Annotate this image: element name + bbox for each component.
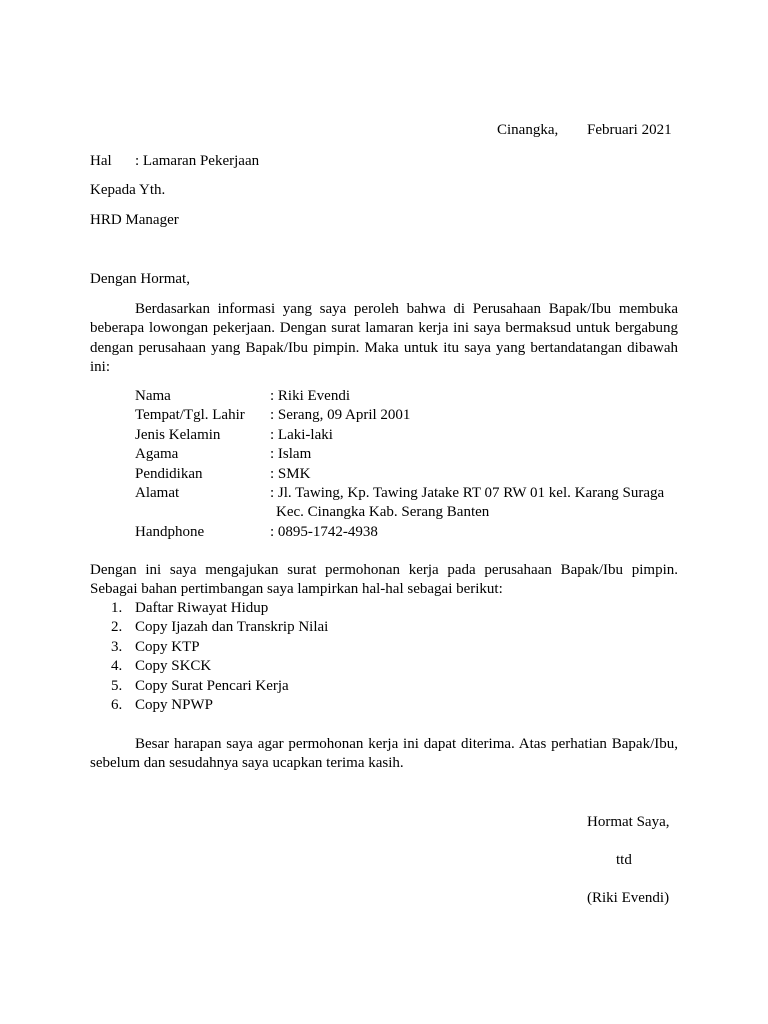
recipient-line-1: Kepada Yth. — [90, 182, 166, 198]
list-item — [111, 618, 328, 637]
list-number: 6. — [111, 697, 123, 714]
list-text: Copy Surat Pencari Kerja — [135, 677, 289, 694]
list-number: 1. — [111, 600, 123, 616]
religion-value: : Islam — [270, 446, 312, 463]
applicant-row-address — [135, 484, 678, 523]
list-text: Copy KTP — [135, 638, 200, 655]
letter-page — [90, 0, 678, 1024]
birth-label: Tempat/Tgl. Lahir — [135, 407, 245, 424]
address-label: Alamat — [135, 485, 180, 502]
list-text: Copy SKCK — [135, 658, 212, 675]
applicant-row-birth — [135, 406, 678, 425]
gender-label: Jenis Kelamin — [135, 426, 221, 443]
applicant-row-education — [135, 465, 678, 484]
closing-greeting: Hormat Saya, — [587, 814, 670, 830]
signature-mark: ttd — [616, 852, 632, 868]
recipient-line-2: HRD Manager — [90, 212, 179, 228]
education-label: Pendidikan — [135, 465, 203, 482]
applicant-row-phone — [135, 523, 678, 542]
closing-paragraph: Besar harapan saya agar permohonan kerja ini dapat diterima. Atas perhatian Bapak/Ibu, sebelum dan sesudahnya saya ucapkan terima kasih. — [90, 736, 678, 772]
salutation: Dengan Hormat, — [90, 271, 190, 287]
list-item — [111, 657, 328, 676]
address-line-1: : Jl. Tawing, Kp. Tawing Jatake RT 07 RW 01 kel. Karang Suraga — [270, 485, 665, 502]
letter-place: Cinangka, — [497, 122, 559, 138]
name-label: Nama — [135, 388, 171, 404]
attachment-intro: Dengan ini saya mengajukan surat permohonan kerja pada perusahaan Bapak/Ibu pimpin. Sebagai bahan pertimbangan saya lampirkan hal-hal sebagai berikut: — [90, 562, 678, 598]
applicant-data-table — [135, 387, 678, 542]
list-text: Daftar Riwayat Hidup — [135, 600, 269, 616]
religion-label: Agama — [135, 446, 179, 463]
list-item — [111, 638, 328, 657]
applicant-row-name — [135, 387, 678, 406]
address-value — [270, 484, 678, 523]
applicant-row-gender — [135, 426, 678, 445]
letter-date: Februari 2021 — [587, 122, 672, 138]
list-number: 4. — [111, 658, 123, 675]
list-number: 5. — [111, 677, 123, 694]
subject-value: : Lamaran Pekerjaan — [135, 153, 260, 169]
applicant-row-religion — [135, 445, 678, 464]
list-text: Copy Ijazah dan Transkrip Nilai — [135, 619, 329, 636]
list-number: 2. — [111, 619, 123, 636]
signer-name: (Riki Evendi) — [587, 890, 670, 906]
list-item — [111, 696, 328, 715]
address-line-2: Kec. Cinangka Kab. Serang Banten — [276, 504, 490, 521]
phone-label: Handphone — [135, 523, 205, 540]
list-item — [111, 599, 328, 618]
list-item — [111, 677, 328, 696]
list-number: 3. — [111, 638, 123, 655]
subject-label: Hal — [90, 153, 112, 169]
gender-value: : Laki-laki — [270, 426, 333, 443]
attachment-list — [111, 599, 328, 715]
opening-paragraph: Berdasarkan informasi yang saya peroleh bahwa di Perusahaan Bapak/Ibu membuka beberapa lowongan pekerjaan. Dengan surat lamaran kerja ini saya bermaksud untuk bergabung dengan perusahaan yang Bapak/Ibu pimpin. Maka untuk itu saya yang bertandatangan dibawah ini: — [90, 301, 678, 376]
education-value: : SMK — [270, 465, 311, 482]
list-text: Copy NPWP — [135, 697, 213, 714]
phone-value: : 0895-1742-4938 — [270, 523, 378, 540]
birth-value: : Serang, 09 April 2001 — [270, 407, 411, 424]
name-value: : Riki Evendi — [270, 388, 350, 404]
